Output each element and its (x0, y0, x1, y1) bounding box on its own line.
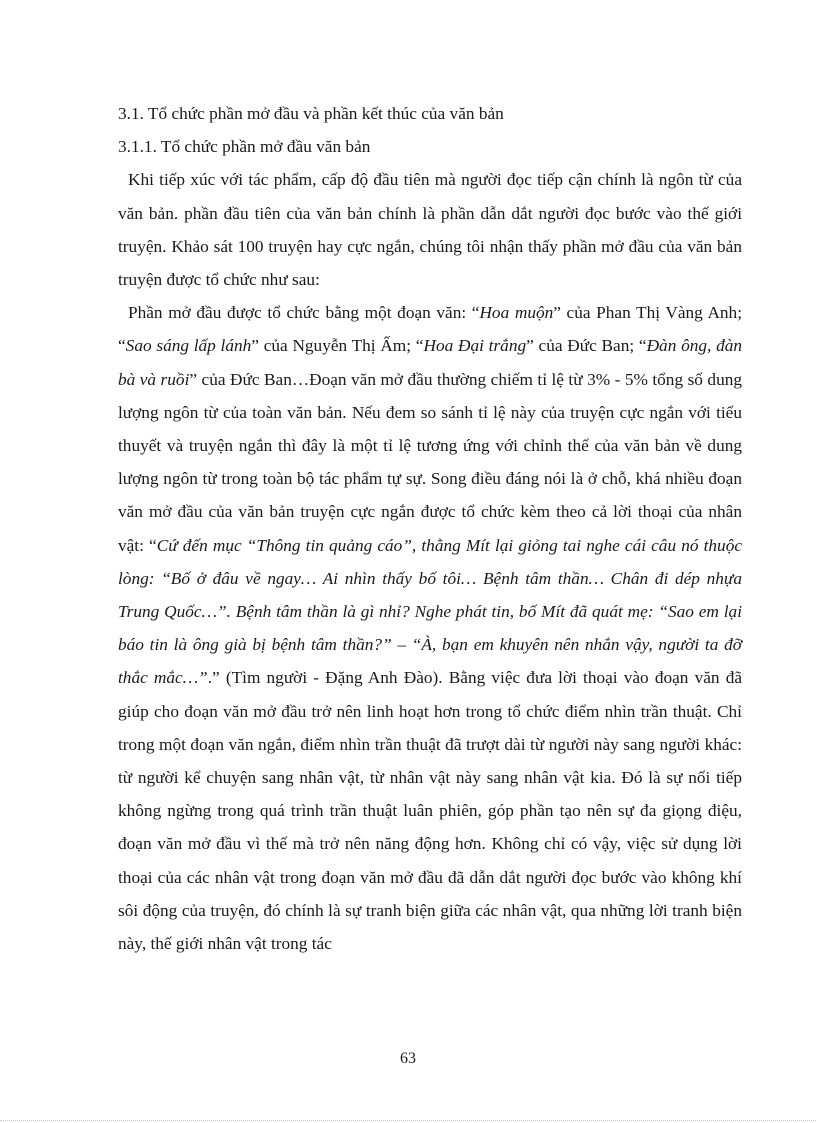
para2-text-6: .” (Tìm người - Đặng Anh Đào). Bằng việc đưa lời thoại vào đoạn văn đã giúp cho đoạn văn mở đầu trở nên linh hoạt hơn trong tổ chức điểm nhìn trần thuật. Chỉ trong một đoạn văn ngắn, điểm nhìn trần thuật đã trượt dài từ người này sang người khác: từ người kể chuyện sang nhân vật, từ nhân vật này sang nhân vật kia. Đó là sự nối tiếp không ngừng trong quá trình trần thuật luân phiên, góp phần tạo nên sự đa giọng điệu, đoạn văn mở đầu vì thế mà trở nên năng động hơn. Không chỉ có vậy, việc sử dụng lời thoại của các nhân vật trong đoạn văn mở đầu đã dẫn dắt người đọc bước vào không khí sôi động của truyện, đó chính là sự tranh biện giữa các nhân vật, qua những lời tranh biện này, thế giới nhân vật trong tác (118, 668, 743, 954)
page-number: 63 (400, 1050, 416, 1067)
body-paragraph-1: Khi tiếp xúc với tác phẩm, cấp độ đầu tiên mà người đọc tiếp cận chính là ngôn từ của văn bản. phần đầu tiên của văn bản chính là phần dẫn dắt người đọc bước vào thế giới truyện. Khảo sát 100 truyện hay cực ngắn, chúng tôi nhận thấy phần mở đầu của văn bản truyện được tổ chức như sau: (118, 170, 742, 290)
page-bottom-border (0, 1120, 816, 1121)
para2-text-3: ” của Nguyễn Thị Ấm; “ (251, 336, 424, 356)
para2-text-2: ” của Phan Thị Vàng Anh; “ (118, 303, 743, 356)
title-sao-sang-lap-lanh: Sao sáng lấp lánh (125, 336, 252, 356)
para2-text-5: ” của Đức Ban…Đoạn văn mở đầu thường chiếm tỉ lệ từ 3% - 5% tổng số dung lượng ngôn từ của toàn văn bản. Nếu đem so sánh tỉ lệ này của truyện cực ngắn với tiểu thuyết và truyện ngắn thì đây là một tỉ lệ tương ứng với chỉnh thể của văn bản về dung lượng ngôn từ trong toàn bộ tác phẩm tự sự. Song điều đáng nói là ở chỗ, khá nhiều đoạn văn mở đầu của văn bản truyện cực ngắn được tổ chức kèm theo cả lời thoại của nhân vật: “ (118, 369, 742, 555)
title-dan-ong-dan-ba-va-ruoi: Đàn ông, đàn bà và ruồi (118, 336, 742, 389)
title-hoa-dai-trang: Hoa Đại trắng (423, 336, 527, 356)
subsection-heading: 3.1.1. Tổ chức phần mở đầu văn bản (118, 137, 371, 157)
para2-text-4: ” của Đức Ban; “ (526, 336, 647, 356)
section-heading: 3.1. Tổ chức phần mở đầu và phần kết thúc của văn bản (118, 104, 504, 123)
para2-text-1: Phần mở đầu được tổ chức bằng một đoạn văn: “ (128, 303, 480, 323)
quoted-dialogue: Cứ đến mục “Thông tin quảng cáo”, thằng Mít lại giỏng tai nghe cái câu nó thuộc lòng: “Bố ở đâu về ngay… Ai nhìn thấy bố tôi… Bệnh tâm thần… Chân đi dép nhựa Trung Quốc…”. Bệnh tâm thần là gì nhỉ? Nghe phát tin, bố Mít đã quát mẹ: “Sao em lại báo tin là ông già bị bệnh tâm thần?” – “À, bạn em khuyên nên nhắn vậy, người ta đỡ thắc mắc…” (118, 535, 743, 688)
body-paragraph-2 (118, 296, 742, 960)
page-body (118, 97, 742, 960)
title-hoa-muon: Hoa muộn (479, 303, 554, 323)
